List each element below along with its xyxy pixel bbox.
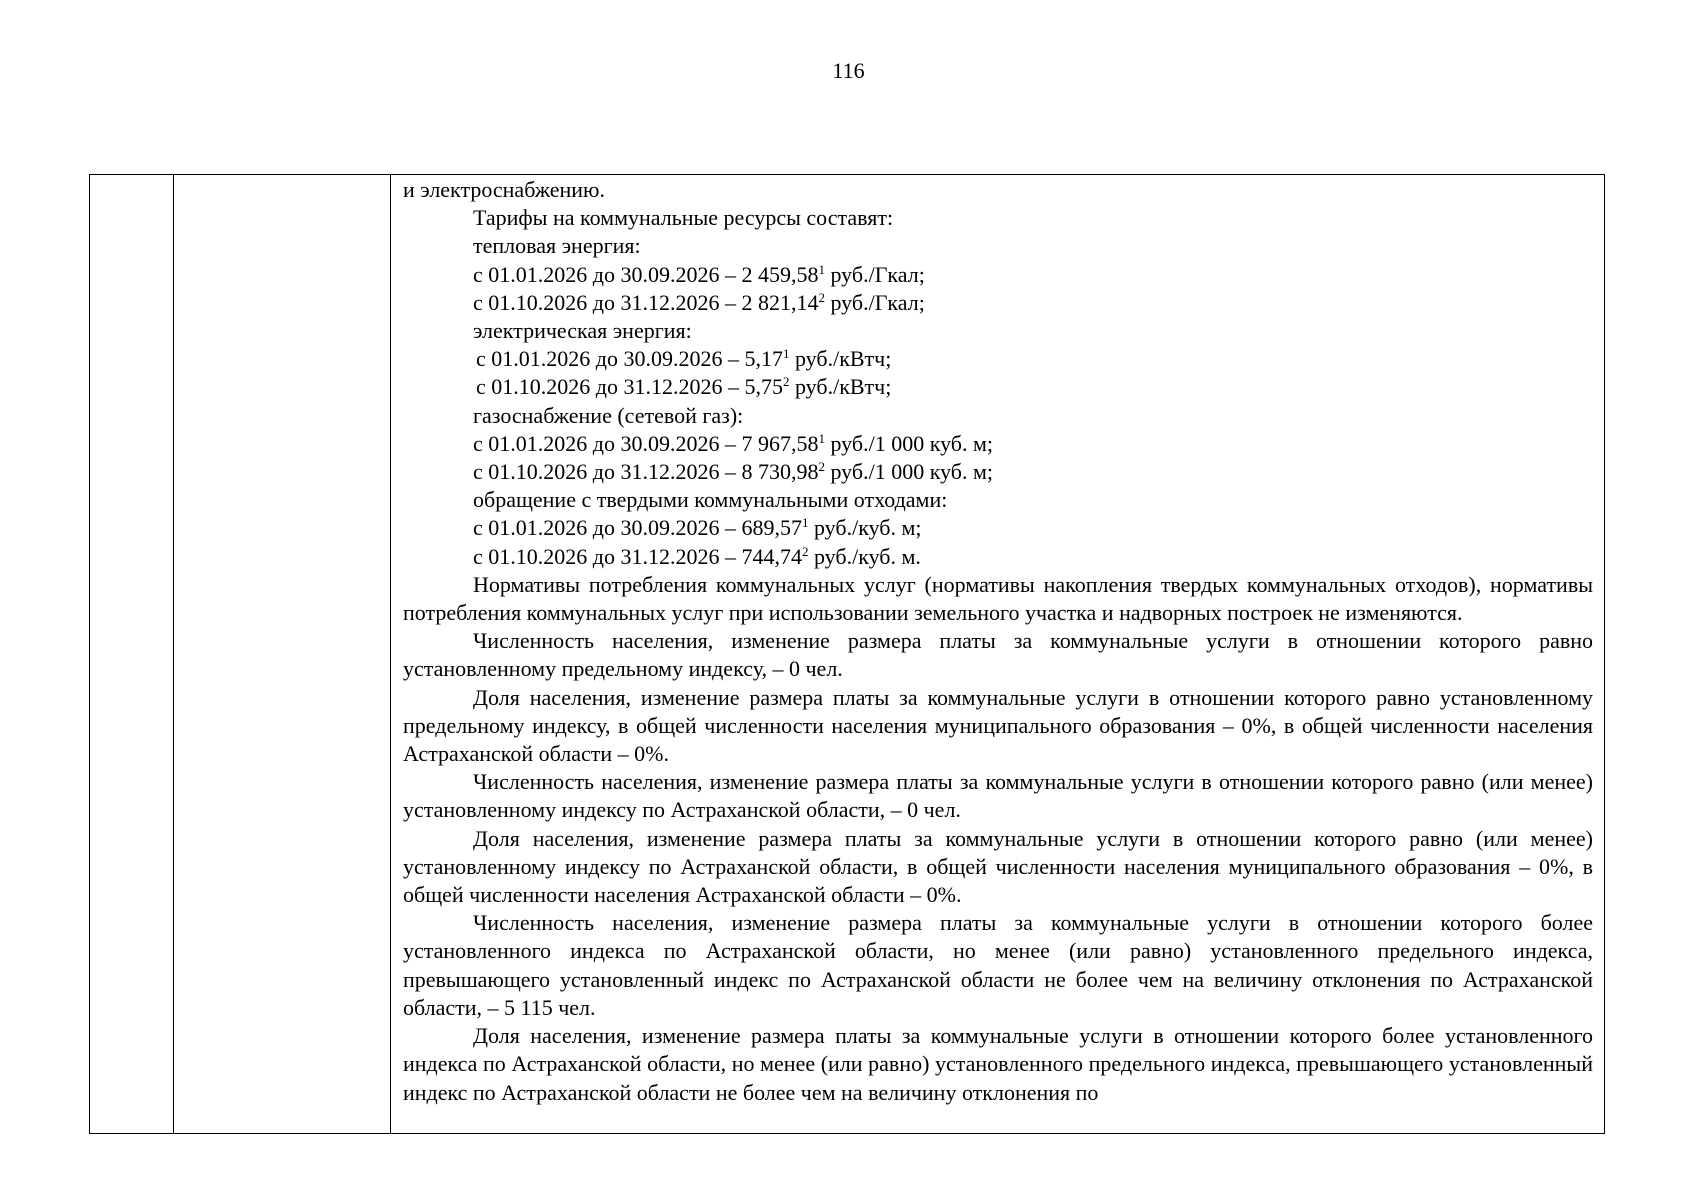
waste-tariff-period-1: с 01.01.2026 до 30.09.2026 – 689,57$^1$ руб./куб. м; <box>473 515 922 541</box>
document-table <box>89 174 1605 1134</box>
paragraph-share-equal-regional: Доля населения, изменение размера платы за коммунальные услуги в отношении которого равно (или менее) установленному индексу по Астраханской области, в общей численности населения муниципального образования – 0%, в общей численности населения Астраханской области – 0%. <box>403 825 1593 908</box>
footnote-mark: 1 <box>801 515 809 531</box>
gas-label: газоснабжение (сетевой газ): <box>473 402 744 428</box>
tariffs-heading: Тарифы на коммунальные ресурсы составят: <box>473 205 894 231</box>
gas-tariff-period-1: с 01.01.2026 до 30.09.2026 – 7 967,58$^1$ руб./1 000 куб. м; <box>473 430 994 456</box>
table-column-name <box>174 175 391 1133</box>
paragraph-population-equal-limit: Численность населения, изменение размера платы за коммунальные услуги в отношении которого равно установленному предельному индексу, – 0 чел. <box>403 628 1593 682</box>
page-number: 116 <box>832 58 865 83</box>
paragraph-share-equal-limit: Доля населения, изменение размера платы за коммунальные услуги в отношении которого равно установленному предельному индексу, в общей численности населения муниципального образования – 0%, в общей численности населения Астраханской области – 0%. <box>403 684 1593 767</box>
table-column-number <box>90 175 174 1133</box>
gas-tariff-period-2: с 01.10.2026 до 31.12.2026 – 8 730,98$^2$ руб./1 000 куб. м; <box>473 459 994 485</box>
footnote-mark: 1 <box>818 430 825 446</box>
heat-label: тепловая энергия: <box>473 233 641 259</box>
paragraph-share-above-regional: Доля населения, изменение размера платы за коммунальные услуги в отношении которого более установленного индекса по Астраханской области, но менее (или равно) установленного предельного индекса, превышающего установленный индекс по Астраханской области не более чем на величину отклонения по <box>403 1023 1593 1105</box>
waste-tariff-period-2: с 01.10.2026 до 31.12.2026 – 744,74$^2$ руб./куб. м. <box>473 543 921 569</box>
paragraph-norms: Нормативы потребления коммунальных услуг (нормативы накопления твердых коммунальных отходов), нормативы потребления коммунальных услуг при использовании земельного участка и надворных построек не изменяются. <box>403 571 1593 626</box>
electricity-tariff-period-2: с 01.10.2026 до 31.12.2026 – 5,75$^2$ руб./кВтч; <box>476 374 892 400</box>
footnote-mark: 1 <box>818 261 825 277</box>
paragraph-population-above-regional: Численность населения, изменение размера платы за коммунальные услуги в отношении которого более установленного индекса по Астраханской области, но менее (или равно) установленного предельного индекса, превышающего установленный индекс по Астраханской области не более чем на величину отклонения по Астраханской области, – 5 115 чел. <box>403 910 1593 1020</box>
footnote-mark: 1 <box>782 346 790 362</box>
heat-tariff-period-1: с 01.01.2026 до 30.09.2026 – 2 459,58$^1$ руб./Гкал; <box>473 261 925 287</box>
waste-label: обращение с твердыми коммунальными отходами: <box>473 487 948 513</box>
footnote-mark: 2 <box>801 543 809 559</box>
intro-line: и электроснабжению. <box>403 177 605 202</box>
electricity-label: электрическая энергия: <box>473 318 692 344</box>
table-column-description <box>391 175 1604 1133</box>
footnote-mark: 2 <box>818 289 825 305</box>
footnote-mark: 2 <box>818 459 825 475</box>
electricity-tariff-period-1: с 01.01.2026 до 30.09.2026 – 5,17$^1$ руб./кВтч; <box>476 346 892 372</box>
heat-tariff-period-2: с 01.10.2026 до 31.12.2026 – 2 821,14$^2$ руб./Гкал; <box>473 289 925 315</box>
paragraph-population-equal-regional: Численность населения, изменение размера платы за коммунальные услуги в отношении которого равно (или менее) установленному индексу по Астраханской области, – 0 чел. <box>403 769 1593 823</box>
footnote-mark: 2 <box>782 374 790 390</box>
